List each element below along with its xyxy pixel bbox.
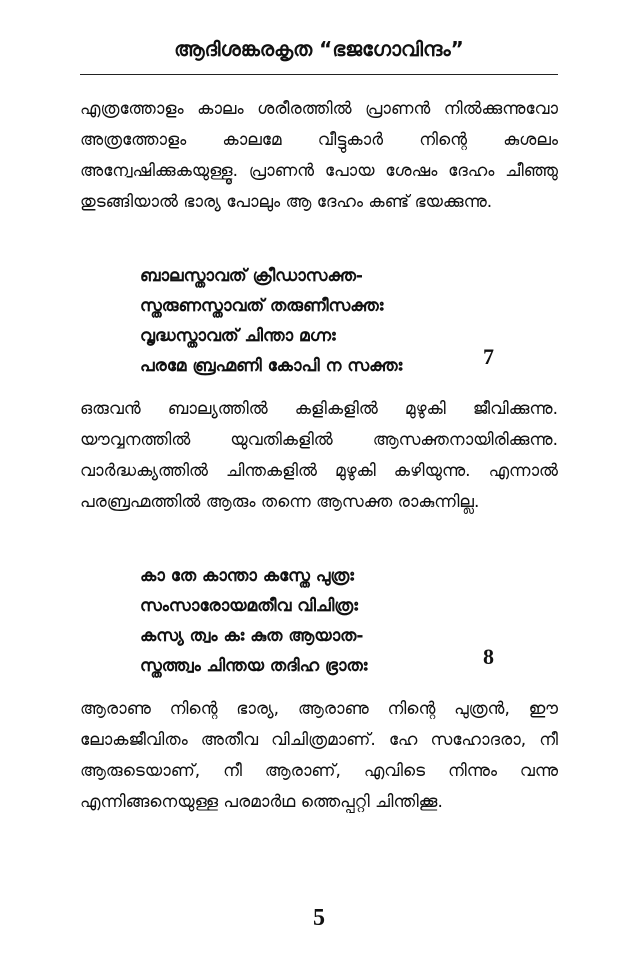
header-rule bbox=[80, 74, 558, 75]
verse-line: ബാലസ്താവത് ക്രീഡാസക്ത- bbox=[140, 266, 363, 286]
verse-7-block bbox=[140, 261, 560, 381]
commentary-paragraph-1: എത്രത്തോളം കാലം ശരീരത്തിൽ പ്രാണൻ നിൽക്കുന്നുവോ അത്രത്തോളം കാലമേ വീട്ടുകാർ നിന്റെ കുശലം അന്വേഷിക്കുകയുള്ളൂ. പ്രാണൻ പോയ ശേഷം ദേഹം ചീഞ്ഞു തുടങ്ങിയാൽ ഭാര്യ പോലും ആ ദേഹം കണ്ട് ഭയക്കുന്നു. bbox=[80, 99, 558, 212]
page-header: ആദിശങ്കരകൃത “ഭജഗോവിന്ദം” bbox=[174, 37, 464, 61]
verse-line: സംസാരോയമതീവ വിചിത്രഃ bbox=[140, 596, 358, 616]
commentary-paragraph-2: ഒരുവൻ ബാല്യത്തിൽ കളികളിൽ മുഴുകി ജീവിക്കുന്നു. യൗവ്വനത്തിൽ യുവതികളിൽ ആസക്തനായിരിക്കുന്നു. വാർദ്ധക്യത്തിൽ ചിന്തകളിൽ മുഴുകി കഴിയുന്നു. എന്നാൽ പരബ്രഹ്മത്തിൽ ആരും തന്നെ ആസക്ത രാകുന്നില്ല. bbox=[80, 399, 558, 512]
verse-number: 7 bbox=[483, 344, 494, 369]
verse-number: 8 bbox=[483, 644, 494, 669]
verse-line: പരമേ ബ്രഹ്മണി കോപി ന സക്തഃ bbox=[140, 356, 403, 376]
page-number: 5 bbox=[313, 905, 325, 931]
verse-line: വൃദ്ധസ്താവത് ചിന്താ മഗ്നഃ bbox=[140, 326, 336, 346]
verse-line: കസ്യ ത്വം കഃ കുത ആയാത- bbox=[140, 626, 364, 646]
verse-line: സ്തരുണസ്താവത് തരുണീസക്തഃ bbox=[140, 296, 384, 316]
verse-8-block bbox=[140, 561, 560, 681]
verse-line: കാ തേ കാന്താ കസ്തേ പുത്രഃ bbox=[140, 566, 354, 586]
commentary-paragraph-3: ആരാണു നിന്റെ ഭാര്യ, ആരാണു നിന്റെ പുത്രൻ, ഈ ലോകജീവിതം അതീവ വിചിത്രമാണ്. ഹേ സഹോദരാ, നീ ആരുടെയാണ്, നീ ആരാണ്, എവിടെ നിന്നും വന്നു എന്നിങ്ങനെയുള്ള പരമാർഥ ത്തെപ്പറ്റി ചിന്തിക്കൂ. bbox=[80, 699, 558, 812]
verse-line: സ്തത്ത്വം ചിന്തയ തദിഹ ഭ്രാതഃ bbox=[140, 656, 368, 676]
